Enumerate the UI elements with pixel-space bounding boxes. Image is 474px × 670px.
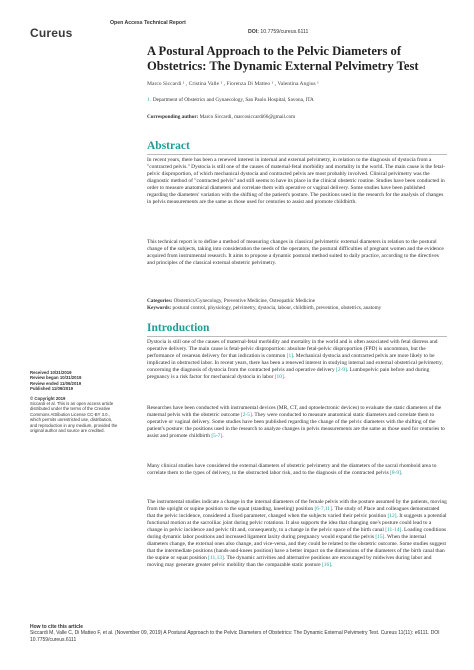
introduction-paragraph-3: Many clinical studies have considered the external diameters of obstetric pelvimetry and the diameters of the sacral rhomboid area to correlate them to the types of delivery, to the obstructed labor risk, and to the diagnosis of the contracted pelvis [8-9]. — [147, 463, 437, 477]
corresponding-author-label: Corresponding author: — [147, 114, 199, 120]
received-date: Received 10/31/2019 — [30, 370, 72, 375]
published-date: Published 11/09/2019 — [30, 386, 73, 392]
report-type-label: Open Access Technical Report — [110, 20, 186, 26]
review-began-date: Review began 10/31/2019 — [30, 375, 82, 381]
citation-text: Siccardi M, Valle C, Di Matteo F, et al. (November 09, 2019) A Postural Approach to the Pelvic Diameters of Obstetrics: The Dynamic External Pelvimetry Test. Cureus 11(11): e6111. DOI 10.7759/cureus.6111 — [30, 630, 440, 643]
citation-link[interactable]: [10] — [274, 374, 284, 381]
categories-value: Obstetrics/Gynecology, Preventive Medicine, Osteopathic Medicine — [173, 298, 316, 304]
author-list: Marco Siccardi ¹ , Cristina Valle ¹ , Fiorenza Di Matteo ¹ , Valentina Angius ¹ — [147, 81, 319, 87]
citation-link[interactable]: [11,13] — [208, 555, 224, 562]
introduction-paragraph-1: Dystocia is still one of the causes of maternal-fetal morbidity and mortality in the world and is often associated with fetal distress and operative delivery. The main cause is fetal-pelvic disproportion: absolute fetal-pelvic disproportion (FPD) is uncommon, but the performance of cesarean delivery for that indication is common [1]. Mechanical dystocia and contracted pelvis are more likely to be implicated in obstructed labor. In recent years, there has been a renewed interest in studying internal and external obstetrical pelvimetry, concerning the diagnosis of dystocia from the contracted pelvis and operative delivery [2-9]. Lumbopelvic pain before and during pregnancy is a risk factor for mechanical dystocia in labor [10]. — [147, 339, 443, 381]
affiliation — [147, 97, 447, 103]
introduction-paragraph-4: The instrumental studies indicate a change in the internal diameters of the female pelvis with the posture assumed by the patients, moving from the upright or supine position to the squat (standing, kneeling) position [6-7,11]. The study of Place and colleagues demonstrated that the pelvic incidence, considered a fixed parameter, changed when the subjects varied their pelvic position [12]. It suggests a potential functional motion at the sacroiliac joint during pelvic rotations. It also supports the idea that changing one's posture could lead to a change in pelvic incidence and pelvic tilt and, consequently, to a change in the pelvic space of the birth canal [11-14]. Loading conditions during dynamic labor positions and increased ligament laxity during pregnancy would expand the pelvis [15]. When the internal diameters change, the external ones also change, and vice-versa, and they could be related to the obstetric outcome. Some studies suggest that the intermediate positions (hands-and-knees position) have a better impact on the dimensions of the diameters of the birth canal than the supine or squat position [11,13]. The dynamic activities and alternative positions are encouraged by midwives during labor and moving may generate greater pelvic mobility than the comparable static posture [16]. — [147, 499, 447, 569]
keywords-label: Keywords: — [147, 305, 172, 311]
citation-link[interactable]: [8-9] — [390, 470, 401, 477]
doi-link[interactable]: 10.7759/cureus.6111 — [260, 29, 309, 35]
abstract-paragraph-1: In recent years, there has been a renewed interest in internal and external pelvimetry, in relation to the diagnosis of dystocia from a "contracted pelvis." Dystocia is still one of the causes of maternal-fetal morbidity and mortality in the world. The main cause is the fetal-pelvic disproportion, of which mechanical dystocia and contracted pelvis are most probably involved. Clinical pelvimetry was the diagnostic method of "contracted pelvis" and still seems to have its place in the clinical obstetric routine. Studies have been conducted in order to measure anatomical diameters and correlate them with operative or vaginal delivery. Some studies have been published regarding the diameters' variation with the shifting of the patient's posture. The positions used in the research for the analysis of changes in pelvis measurements are the same as those used for centuries to assist and promote childbirth. — [147, 157, 445, 206]
review-ended-date: Review ended 11/06/2019 — [30, 380, 82, 386]
abstract-heading: Abstract — [147, 140, 190, 152]
introduction-heading: Introduction — [147, 322, 210, 334]
citation-link[interactable]: [15] — [375, 534, 385, 541]
citation-link[interactable]: [6-7,11] — [314, 506, 332, 513]
introduction-paragraph-2: Researches have been conducted with instrumental devices (MR, CT, and optoelectronic devices) to evaluate the static diameters of the maternal pelvis with the obstetric outcome [2-5]. They were conducted to measure anatomical static diameters and correlate them to operative or vaginal delivery. Some studies have been published regarding the change of the pelvic diameters with the shifting of the patient's posture: the positions used in the research to analyze changes in pelvis measurements are the same as those used for centuries to assist and promote childbirth [5-7]. — [147, 405, 445, 440]
citation-heading: How to cite this article — [30, 624, 84, 630]
corresponding-author-value[interactable]: Marco Siccardi, marcosiccardi66@gmail.com — [199, 114, 296, 120]
citation-footer — [30, 624, 450, 643]
corresponding-author — [147, 114, 447, 120]
copyright-text: Siccardi et al. This is an open access article distributed under the terms of the Creative Commons Attribution License CC-BY 3.0., which permits unrestricted use, distribution, and reproduction in any medium, provided the original author and source are credited. — [30, 401, 118, 434]
doi-label: DOI: — [248, 29, 259, 35]
journal-logo: Cureus — [30, 26, 73, 40]
keywords-line — [147, 305, 447, 312]
categories-line — [147, 298, 447, 305]
abstract-paragraph-2: This technical report is to define a method of measuring changes in classical pelvimetric external diameters in relation to the postural change of the subjects, taking into consideration the needs of the operators, the postural difficulties of pregnant women and the evidence acquired from instrumental research. It aims to propose a dynamic postural method suited to daily practice, according to the directives and principles of the classical external obstetric pelvimetry. — [147, 239, 444, 267]
citation-link[interactable]: [1] — [286, 353, 294, 360]
affiliation-number: 1. — [147, 97, 151, 103]
doi-line — [248, 29, 308, 35]
publication-history — [30, 370, 120, 433]
introduction-divider — [147, 336, 447, 337]
categories-label: Categories: — [147, 298, 173, 304]
article-title: A Postural Approach to the Pelvic Diameters of Obstetrics: The Dynamic External Pelvimetry Test — [147, 44, 419, 73]
citation-link[interactable]: [2-5] — [240, 412, 252, 419]
citation-link[interactable]: [5-7] — [211, 433, 223, 440]
citation-link[interactable]: [12] — [387, 513, 397, 520]
keywords-value: postural control, physiology, pelvimetry, dystocia, labour, childbirth, prevention, obstetrics, anatomy — [172, 305, 382, 311]
copyright-heading: © Copyright 2019 — [30, 395, 66, 401]
affiliation-text: Department of Obstetrics and Gynaecology, San Paolo Hospital, Savona, ITA — [152, 97, 314, 103]
citation-link[interactable]: [16] — [322, 562, 332, 569]
citation-link[interactable]: [11-14] — [385, 527, 402, 534]
abstract-divider — [147, 154, 447, 155]
citation-link[interactable]: [2-9] — [336, 367, 347, 374]
